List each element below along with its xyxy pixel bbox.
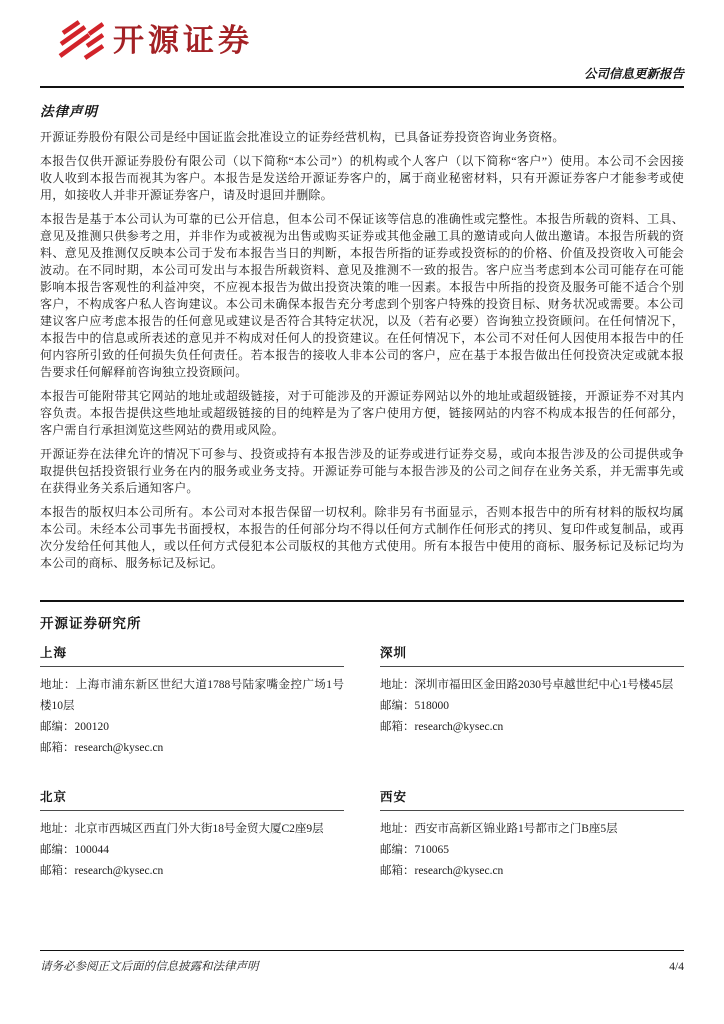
office-city-name: 西安 [380,787,684,811]
logo-text: 开源证券 [113,22,253,58]
email-label: 邮箱： [40,742,75,754]
zip-label: 邮编： [380,844,415,856]
email-label: 邮箱： [40,865,75,877]
zip-value: 710065 [414,844,449,856]
email-label: 邮箱： [380,721,415,733]
address-label: 地址： [40,679,76,691]
address-value: 深圳市福田区金田路2030号卓越世纪中心1号楼45层 [414,679,674,691]
zip-value: 200120 [74,721,109,733]
office-email-line [380,717,684,738]
company-logo [58,20,253,60]
header-divider [40,86,684,88]
research-institute-title: 开源证券研究所 [40,616,142,631]
email-label: 邮箱： [380,865,415,877]
office-zip-line [40,840,344,861]
zip-label: 邮编： [380,700,415,712]
zip-value: 518000 [414,700,449,712]
office-address-line [380,675,684,696]
footer-row [40,958,684,974]
office-zip-line [380,840,684,861]
office-email-line [40,738,344,759]
office-email-line [40,861,344,882]
office-card [380,643,684,759]
office-zip-line [380,696,684,717]
page-footer [40,950,684,975]
address-label: 地址： [380,823,415,835]
address-label: 地址： [40,823,75,835]
zip-value: 100044 [74,844,109,856]
office-email-line [380,861,684,882]
legal-paragraph: 开源证券股份有限公司是经中国证监会批准设立的证券经营机构，已具备证券投资咨询业务资格。 [40,130,565,144]
footer-divider [40,950,684,952]
logo-icon [58,20,104,60]
office-city-name: 深圳 [380,643,684,667]
legal-paragraph: 本报告可能附带其它网站的地址或超级链接，对于可能涉及的开源证券网站以外的地址或超级链接，开源证券不对其内容负责。本报告提供这些地址或超级链接的目的纯粹是为了客户使用方便，链接网站的内容不构成本报告的任何部分，客户需自行承担浏览这些网站的费用或风险。 [40,389,684,437]
footer-disclaimer: 请务必参阅正文后面的信息披露和法律声明 [40,961,259,973]
email-value: research@kysec.cn [414,865,504,877]
office-address-line [40,675,344,717]
legal-paragraphs [40,129,684,572]
research-institute-section [40,600,684,882]
office-city-name: 北京 [40,787,344,811]
legal-paragraph: 本报告的版权归本公司所有。本公司对本报告保留一切权利。除非另有书面显示，否则本报告中的所有材料的版权均属本公司。未经本公司事先书面授权，本报告的任何部分均不得以任何方式制作任何形式的拷贝、复印件或复制品，或再次分发给任何其他人，或以任何方式侵犯本公司版权的其他方式使用。所有本报告中使用的商标、服务标记及标记均为本公司的商标、服务标记及标记。 [40,505,684,570]
legal-paragraph: 本报告仅供开源证券股份有限公司（以下简称“本公司”）的机构或个人客户（以下简称“客户”）使用。本公司不会因接收人收到本报告而视其为客户。本报告是发送给开源证券客户的，属于商业秘密材料，只有开源证券客户才能参考或使用，如接收人并非开源证券客户，请及时退回并删除。 [40,154,684,202]
office-city-name: 上海 [40,643,344,667]
zip-label: 邮编： [40,721,75,733]
legal-paragraph: 开源证券在法律允许的情况下可参与、投资或持有本报告涉及的证券或进行证券交易，或向本报告涉及的公司提供或争取提供包括投资银行业务在内的服务或业务支持。开源证券可能与本报告涉及的公司之间存在业务关系，并无需事先或在获得业务关系后通知客户。 [40,447,684,495]
office-zip-line [40,717,344,738]
page-number: 4/4 [669,961,684,973]
page-content [40,100,684,882]
address-label: 地址： [380,679,415,691]
email-value: research@kysec.cn [74,865,164,877]
address-value: 上海市浦东新区世纪大道1788号陆家嘴金控广场1号楼10层 [40,679,344,712]
office-address-line [40,819,344,840]
office-address-line [380,819,684,840]
address-value: 北京市西城区西直门外大街18号金贸大厦C2座9层 [74,823,324,835]
legal-paragraph: 本报告是基于本公司认为可靠的已公开信息，但本公司不保证该等信息的准确性或完整性。本报告所载的资料、工具、意见及推测只供参考之用，并非作为或被视为出售或购买证券或其他金融工具的邀请或向人做出邀请。本报告所载的资料、意见及推测仅反映本公司于发布本报告当日的判断，本报告所指的证券或投资标的的价格、价值及投资收入可能会波动。在不同时期，本公司可发出与本报告所载资料、意见及推测不一致的报告。客户应当考虑到本公司可能存在可能影响本报告客观性的利益冲突，不应视本报告为做出投资决策的唯一因素。本报告中所指的投资及服务可能不适合个别客户，不构成客户私人咨询建议。本公司未确保本报告充分考虑到个别客户特殊的投资目标、财务状况或需要。本公司建议客户应考虑本报告的任何意见或建议是否符合其特定状况，以及（若有必要）咨询独立投资顾问。在任何情况下，本报告中的信息或所表述的意见并不构成对任何人的投资建议。在任何情况下，本公司不对任何人因使用本报告中的任何内容所引致的任何损失负任何责任。若本报告的接收人非本公司的客户，应在基于本报告做出任何投资决定或就本报告要求任何解释前咨询独立投资顾问。 [40,212,684,379]
report-type-label: 公司信息更新报告 [583,67,684,81]
office-card [380,787,684,882]
email-value: research@kysec.cn [414,721,504,733]
legal-statement-title: 法律声明 [40,104,98,119]
office-grid [40,643,684,882]
address-value: 西安市高新区锦业路1号都市之门B座5层 [414,823,618,835]
office-card [40,643,344,759]
email-value: research@kysec.cn [74,742,164,754]
zip-label: 邮编： [40,844,75,856]
office-card [40,787,344,882]
